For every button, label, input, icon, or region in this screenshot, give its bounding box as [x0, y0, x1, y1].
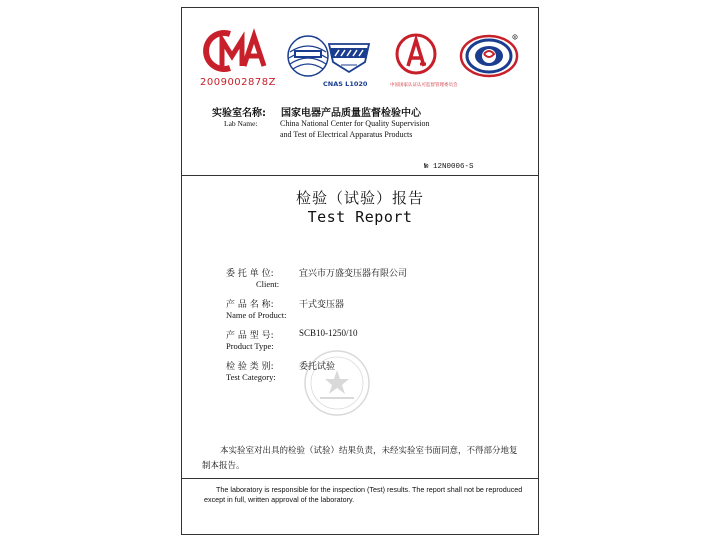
- field-value: SCB10-1250/10: [299, 328, 358, 338]
- cma-logo: [200, 28, 268, 74]
- field-label-en: Test Category:: [226, 372, 276, 382]
- stamp-watermark: [302, 348, 372, 418]
- field-value: 宜兴市万盛变压器有限公司: [299, 269, 408, 279]
- cal-logo: [394, 30, 438, 78]
- divider-bottom: [182, 478, 538, 479]
- field-value: 干式变压器: [299, 300, 345, 310]
- field-label-en: Product Type:: [226, 341, 274, 351]
- notice-cn: 本实验室对出具的检验（试验）结果负责，未经实验室书面同意，不得部分地复制本报告。: [202, 446, 518, 471]
- field-label-en: Name of Product:: [226, 310, 287, 320]
- notice-en: The laboratory is responsible for the inspection (Test) results. The report shall not be reproduced except in full, written approval of the laboratory.: [204, 485, 523, 504]
- lab-name-cn: 国家电器产品质量监督检验中心: [281, 108, 421, 119]
- report-cover-page: [181, 7, 539, 535]
- globe-certification-logo: [459, 34, 519, 78]
- svg-text:R: R: [513, 35, 517, 40]
- cal-caption: 中国国家认证认可监督管理委员会: [390, 83, 458, 88]
- ilac-mra-logo: [286, 34, 330, 78]
- cma-code: 2009002878Z: [200, 77, 276, 88]
- certification-logos: [182, 22, 538, 92]
- report-number: № 12N0006-S: [424, 163, 474, 171]
- field-label-cn: 委 托 单 位:: [226, 269, 274, 279]
- field-label-cn: 产 品 型 号:: [226, 331, 274, 341]
- field-label-cn: 产 品 名 称:: [226, 300, 274, 310]
- lab-name-label-en: Lab Name:: [224, 119, 258, 128]
- lab-name-en-line1: China National Center for Quality Supervision: [280, 119, 430, 128]
- cnas-code: CNAS L1020: [323, 80, 368, 88]
- report-title-cn: 检验（试验）报告: [295, 189, 424, 207]
- divider-top: [182, 175, 538, 176]
- lab-name-en-line2: and Test of Electrical Apparatus Products: [280, 130, 413, 139]
- field-value: 委托试验: [299, 362, 336, 372]
- cnas-logo: [327, 40, 371, 76]
- field-label-cn: 检 验 类 别:: [226, 362, 274, 372]
- lab-name-label-cn: 实验室名称:: [212, 108, 266, 119]
- report-title-en: Test Report: [307, 208, 413, 226]
- field-label-en: Client:: [256, 279, 280, 289]
